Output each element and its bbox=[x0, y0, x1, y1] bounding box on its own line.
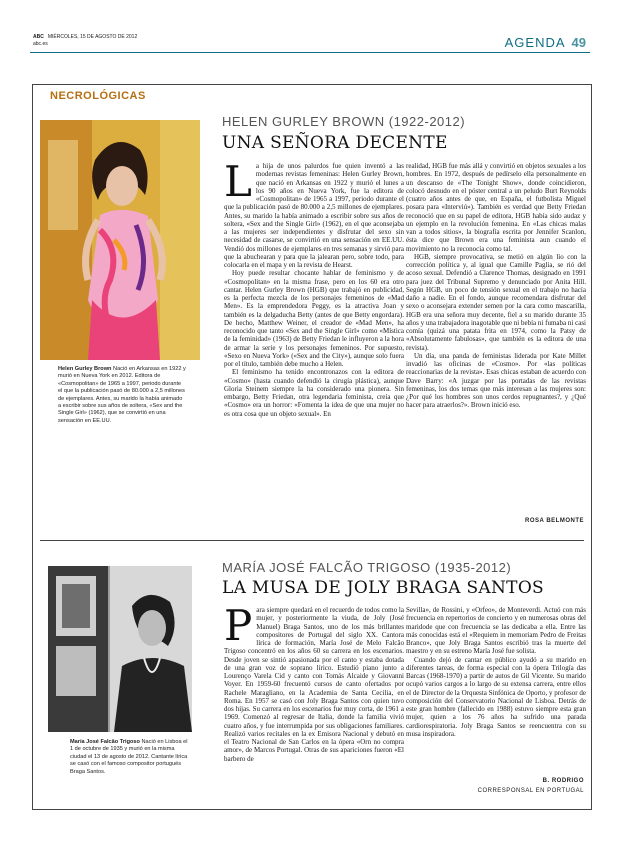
byline-role: CORRESPONSAL EN PORTUGAL bbox=[477, 788, 584, 794]
article-column-1 bbox=[224, 606, 404, 806]
caption-text: Nació en Arkansas en 1922 y murió en Nueva York en 2012. Editora de «Cosmopolitan» de 1965 a 1997, periodo durante el que la publicación pasó de 80.000 a 2,5 millones de ejemplares. Antes, su marido la había animado a escribir sobre sus años de soltera, «Sex and the Single Girl» (1962), que se convirtió en una sensación en EE.UU. bbox=[58, 366, 186, 424]
paragraph: ara siempre quedará en el recuerdo de todos como la mujer, y posteriormente la viuda, de Joly (José Manuel) Braga Santos, uno de los más brillantes compositores de Portugal del siglo XX. Cantora lírica de formación, María José de Melo Falcão Trigoso concentró en los años 60 su carrera en los escenarios. Desde joven se sintió apasionada por el canto y estaba dotada de una gran voz de soprano lírico. Estudió piano junto a Lourenço Varela Cid y canto con Tomás Alcaide y Giovanni Voyer. En 1959-60 frecuentó cursos de canto ofertados por Rachele Maragliano, en la Academia de Santa Cecilia, en Roma. En 1957 se casó con Joly Braga Santos con quien tuvo dos hijas. Su carrera en los escenarios fue muy corta, de 1961 a 1969. Comenzó al regresar de Italia, donde la familia vivió cuatro años, y fue interrumpida por sus obligaciones familiares. Realizó varios recitales en la ex Emisora Nacional y debutó en el Teatro Nacional de San Carlos en la ópera «Orn no compra amor», de Marcos Portugal. Otras de sus apariciones fueron «El barbero de bbox=[224, 606, 404, 763]
caption-text: Nació en Lisboa el 1 de octubre de 1935 y murió en la misma ciudad el 13 de agosto de 2012. Cantante lírica se casó con el famoso compositor portugués Braga Santos. bbox=[70, 739, 188, 775]
paragraph: a hija de unos palurdos fue quien inventó a las modernas revistas femeninas: Helen Gurley Brown, que nació en Arkansas en 1922 y murió el lunes a los 90 años en Nueva York, fue la editora de «Cosmopolitan» de 1965 a 1997, periodo durante el que la publicación pasó de 80.000 a 2,5 millones de ejemplares. Antes, su marido la había animado a escribir sobre sus años de soltera, «Sex and the Single Girl» (1962), en el que aconsejaba a las mujeres ser independientes y disfrutar del sexo sin necesidad de casarse, se convirtió en una sensación en EE.UU. Vendió dos millones de ejemplares en tres semanas y sirvió para que la abuchearan y para que la jalearan pero, sobre todo, para colocarla en el mapa y en la revista de Hearst. bbox=[224, 162, 404, 269]
article-kicker: HELEN GURLEY BROWN (1922-2012) bbox=[222, 114, 466, 129]
drop-cap: L bbox=[224, 162, 252, 206]
byline: B. RODRIGO bbox=[542, 778, 584, 784]
page-number: 49 bbox=[571, 35, 586, 50]
article-headline: UNA SEÑORA DECENTE bbox=[222, 133, 448, 153]
section-label: NECROLÓGICAS bbox=[50, 90, 146, 102]
byline: ROSA BELMONTE bbox=[525, 518, 584, 524]
paragraph: realidad, HGB fue más allá y convirtió en objetos sexuales a los hombres. En 1972, después de pedírselo ella personalmente en un descanso de «The Tonight Show», donde coincidieron, colocó desnudo en el póster central a un peludo Burt Reynolds (cuatro años antes de que, en España, el futbolista Miguel posara para «Interviú»). También es verdad que Betty Friedan reconoció que en su papel de editora, HGB había sido audaz y un ejemplo en la revolución femenina. En «Las chicas malas van a todos sitios», la biografía escrita por Jennifer Scanlon, ésta dice que Brown era una feminista aun cuando el movimiento no la reconocía como tal. bbox=[406, 162, 586, 253]
masthead-rule bbox=[30, 52, 590, 53]
section-divider bbox=[40, 540, 584, 541]
issue-date: MIÉRCOLES, 15 DE AGOSTO DE 2012 bbox=[47, 34, 138, 40]
drop-cap: P bbox=[224, 606, 253, 650]
section-title: AGENDA bbox=[504, 35, 566, 50]
caption-name: Helen Gurley Brown bbox=[58, 366, 112, 372]
paragraph: Hoy puede resultar chocante hablar de feminismo y de «Cosmopolitan» en la misma frase, pero en los 60 era otro cantar. Helen Gurley Brown (HGB) que trabajó en publicidad, es la perfecta mezcla de los personajes femeninos de «Mad Men». Es la emprendedora Peggy, es la atractiva Joan y también es la delgaducha Betty (antes de que Betty engordara). De hecho, Matthew Weiner, el creador de «Mad Men», ha reconocido que tanto «Sex and the Single Girl» como «Mística de la feminidad» (1963) de Betty Friedan le influyeron a la hora de armar la serie y los personajes femeninos. Por supuesto, «Sexo en Nueva York» («Sex and the City»), aunque solo fuera por el título, también debe mucho a Helen. bbox=[224, 269, 404, 368]
photo-caption-maria bbox=[70, 739, 188, 776]
article-column-1 bbox=[224, 162, 404, 556]
masthead-section bbox=[505, 34, 586, 52]
article-column-2 bbox=[406, 606, 586, 766]
paragraph: Sevilla», de Rossini, y «Orfeo», de Monteverdi. Actuó con más frecuencia en repertorios de concierto y en numerosas obras del maridode que con frecuencia se las dedicaba a ella. Entre las más conocidas está el «Requiem in memoriam Pedro de Freitas Branco», que Joly Braga Santos escribió tras la muerte del maestro y en su estreno María José fue solista. bbox=[406, 606, 586, 656]
article-column-2 bbox=[406, 162, 586, 518]
paragraph: HGB, siempre provocativa, se metió en algún lío con la corrección política y, al igual que Camille Paglia, se rió del acoso sexual. Defendió a Clarence Thomas, designado en 1991 para juez del Tribunal Supremo y denunciado por Anita Hill. Según HGB, un poco de tensión sexual en el trabajo no hacía daño a nadie. En el fondo, aunque recomendara disfrutar del sexo o aconsejara extender semen por la cara como mascarilla, HGB era una señora muy decente, fiel a su marido durante 35 años y una trabajadora inagotable que ni bebía ni fumaba ni casi comía (quizá una patata frita en 1974, como la Patsy de «Absolutamente fabulosas», que también es la editora de una revista). bbox=[406, 252, 586, 352]
site-url: abc.es bbox=[33, 41, 48, 47]
brand-logo: ABC bbox=[33, 34, 44, 40]
article-kicker: MARÍA JOSÉ FALCÃO TRIGOSO (1935-2012) bbox=[222, 560, 512, 575]
masthead-dateline bbox=[33, 34, 137, 48]
portrait-illustration bbox=[48, 566, 192, 732]
paragraph: El feminismo ha tenido encontronazos con la editora de «Cosmo» (hasta cuando defendió la cirugía plástica), aunque Gloria Steinem siempre la ha considerado una pionera. Sin embargo, Betty Friedan, otra legendaria feminista, creía que «Cosmo» era un horror: «Fomenta la idea de que una mujer no es otra cosa que un objeto sexual». En bbox=[224, 368, 404, 418]
photo-caption-helen bbox=[58, 366, 186, 425]
caption-name: María José Falcão Trigoso bbox=[70, 739, 140, 745]
article-headline: LA MUSA DE JOLY BRAGA SANTOS bbox=[222, 578, 545, 598]
maria-jose-falcao-photo bbox=[48, 566, 192, 732]
portrait-illustration bbox=[40, 120, 200, 360]
masthead bbox=[0, 0, 620, 58]
paragraph: Cuando dejó de cantar en público ayudó a su marido en diferentes tareas, de forma especial con la ópera Trilogía das Barcas (1968-1970) a partir de autos de Gil Vicente. Su marido ocupó varios cargos a lo largo de su extensa carrera, entre ellos el de Director de la Orquesta Sinfónica de Oporto, y profesor de composición del Conservatorio Nacional de Lisboa. Detrás de este gran hombre (fallecido en 1988) estuvo siempre esta gran mujer, quien a los 76 años ha sufrido una parada cardiorespiratoria. Joly Braga Santos se reencuentra con su musa inspiradora. bbox=[406, 655, 586, 738]
paragraph: Un día, una panda de feministas liderada por Kate Millet invadió las oficinas de «Cosmo». Por «las políticas reaccionarias de la revista». Esas chicas estaban de acuerdo con Dave Barry: «A juzgar por las portadas de las revistas femeninas, los dos temas que más interesan a las mujeres son: ¿Por qué los hombres son unos cerdos repugnantes?, y ¿Qué hacer para atraerlos?». Brown inició eso. bbox=[406, 351, 586, 410]
helen-gurley-brown-photo bbox=[40, 120, 200, 360]
